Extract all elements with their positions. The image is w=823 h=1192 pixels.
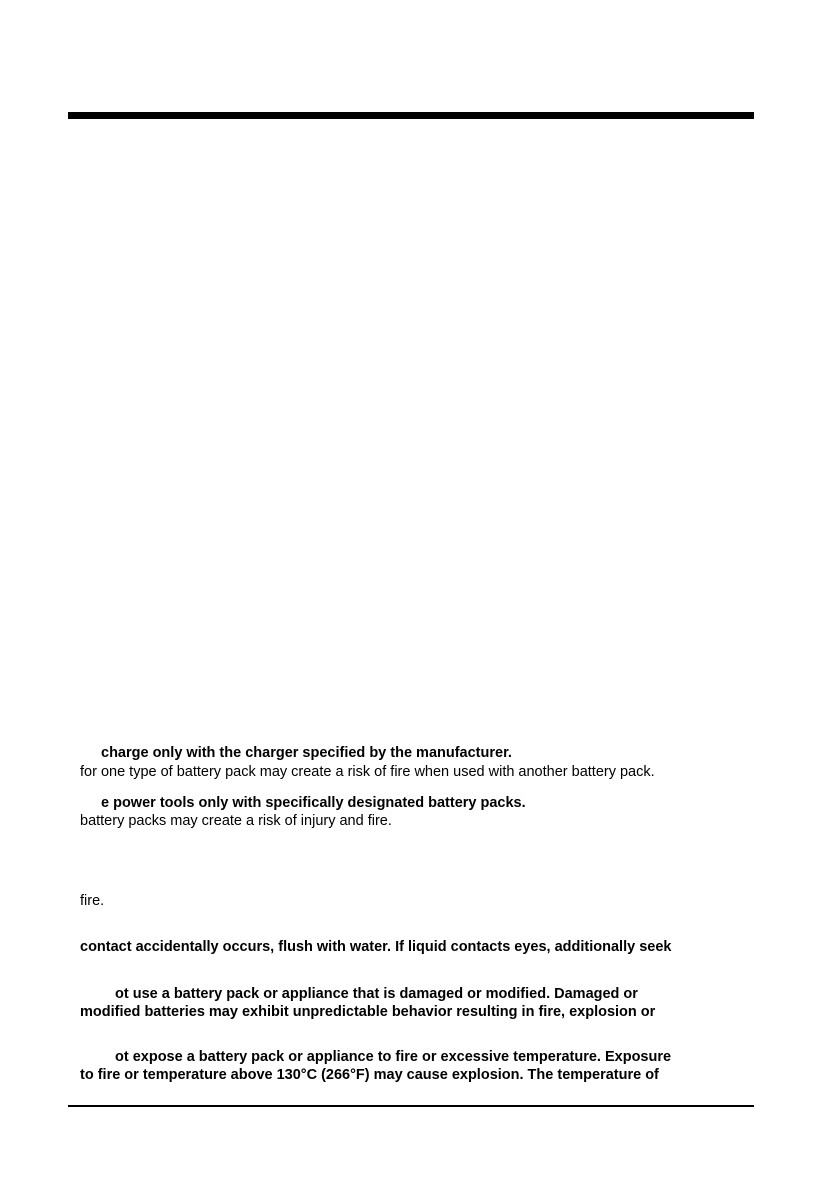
text-line-10: to fire or temperature above 130°C (266°F) may cause explosion. The temperature of: [80, 1067, 659, 1083]
text-line-8: modified batteries may exhibit unpredictable behavior resulting in fire, explosion or: [80, 1004, 656, 1020]
text-line-5: fire.: [80, 893, 105, 909]
text-line-4: battery packs may create a risk of injury and fire.: [80, 813, 392, 829]
text-line-7: ot use a battery pack or appliance that is damaged or modified. Damaged or: [115, 986, 638, 1002]
footer-rule: [68, 1105, 754, 1107]
footer-scan-strip: [0, 1184, 823, 1192]
text-line-2: for one type of battery pack may create a risk of fire when used with another battery pack.: [80, 764, 655, 780]
text-line-1: charge only with the charger specified by the manufacturer.: [101, 745, 512, 761]
text-line-9: ot expose a battery pack or appliance to fire or excessive temperature. Exposure: [115, 1049, 672, 1065]
text-line-6: contact accidentally occurs, flush with water. If liquid contacts eyes, additionally seek: [80, 939, 672, 955]
text-line-3: e power tools only with specifically designated battery packs.: [101, 795, 526, 811]
header-rule: [68, 112, 754, 119]
